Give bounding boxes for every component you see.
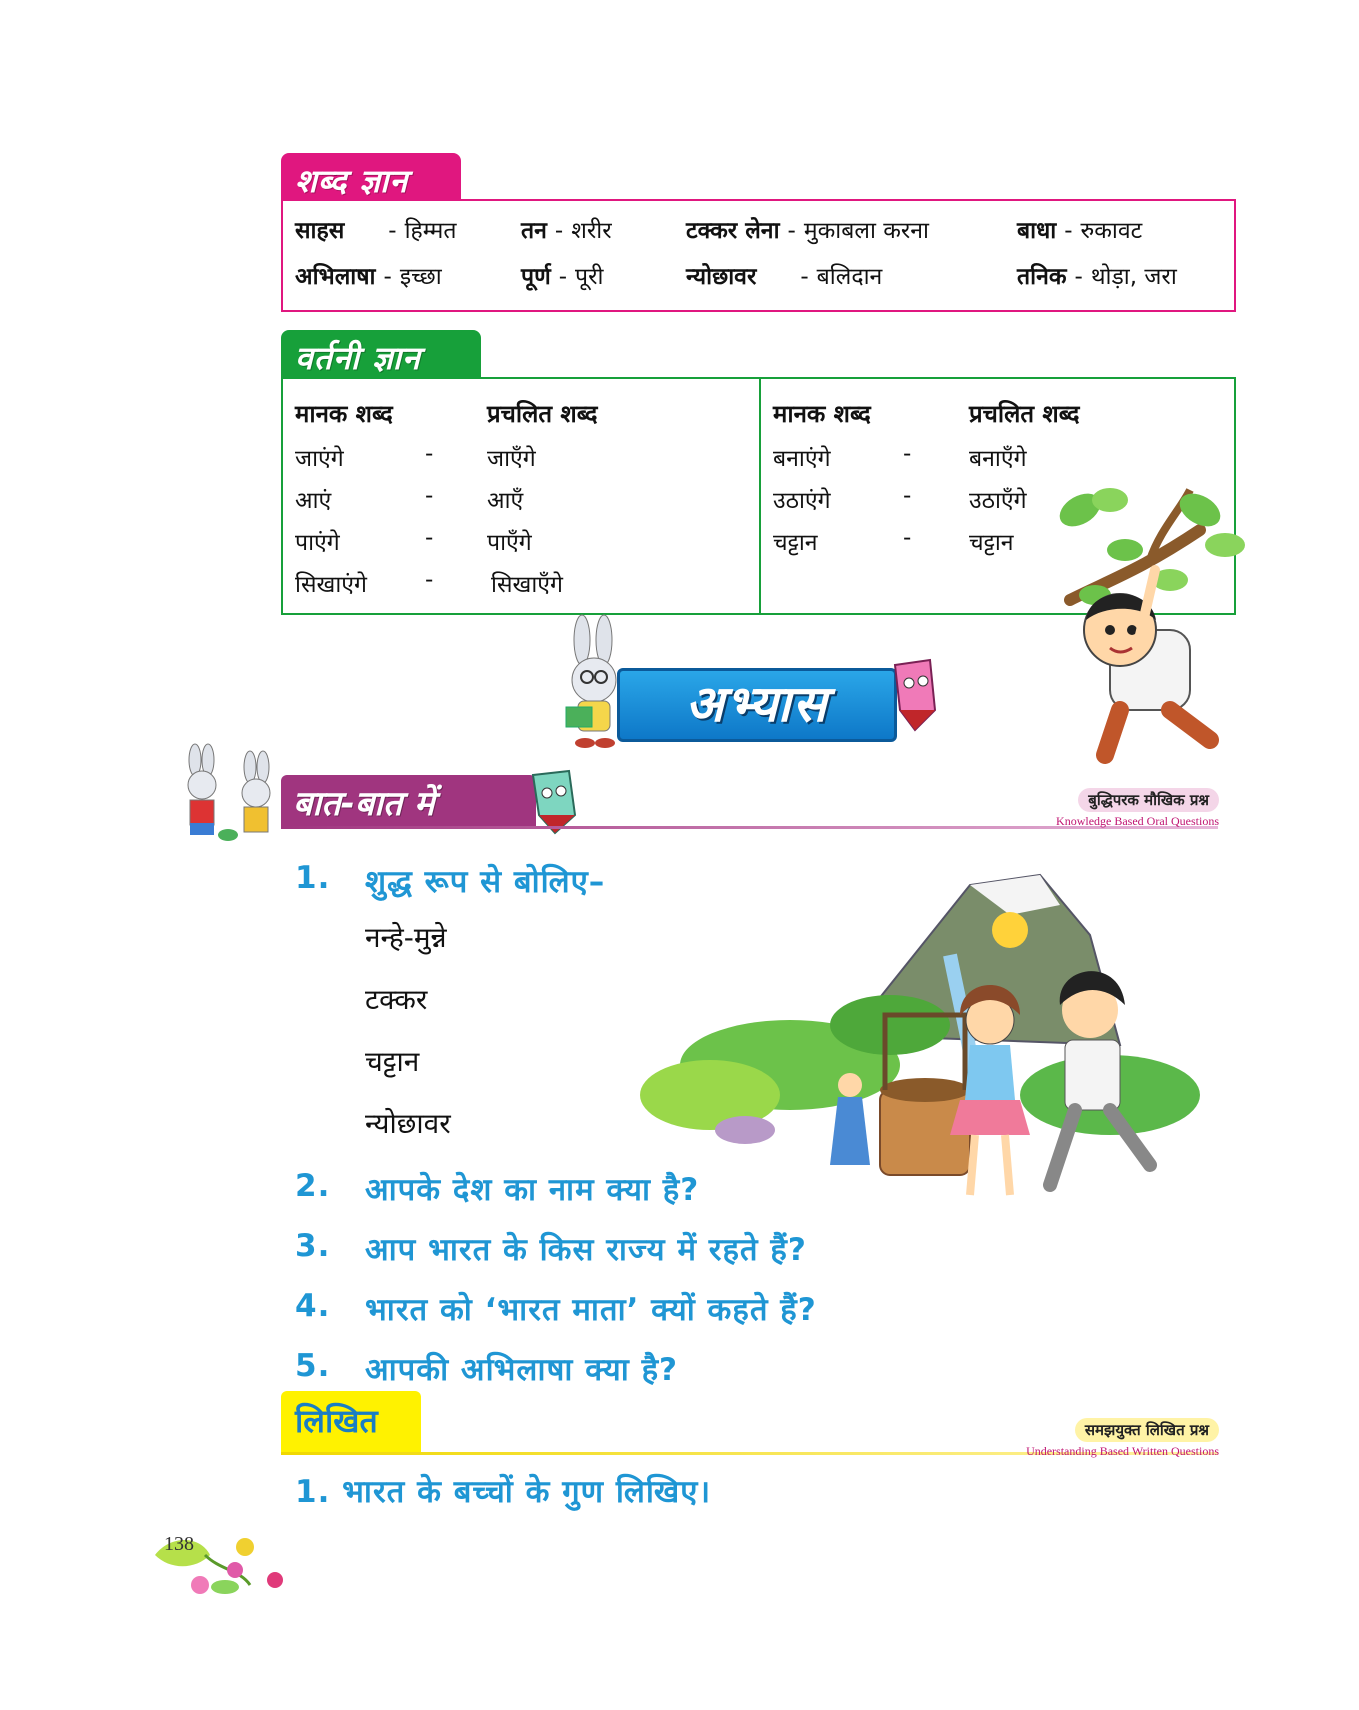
col-header-standard: मानक शब्द — [773, 400, 871, 428]
gloss-item: साहस - हिम्मत — [295, 218, 457, 244]
gloss-item: न्योछावर - बलिदान — [686, 264, 883, 290]
gloss-item: अभिलाषा - इच्छा — [295, 264, 442, 290]
pencil-mascot-icon — [885, 655, 945, 735]
gloss-row — [295, 259, 1222, 299]
boy-on-branch-illustration — [1050, 470, 1250, 770]
abhyas-banner: अभ्यास — [617, 668, 897, 742]
col-header-standard: मानक शब्द — [295, 400, 393, 428]
pronunciation-word: नन्हे-मुन्ने — [365, 921, 447, 954]
vartani-gyan-heading: वर्तनी ज्ञान — [281, 330, 481, 378]
page-number: 138 — [164, 1533, 194, 1555]
gloss-row — [295, 213, 1222, 253]
col-header-common: प्रचलित शब्द — [969, 400, 1080, 428]
gloss-item: तनिक - थोड़ा, जरा — [1017, 264, 1177, 290]
shabd-gyan-box — [281, 199, 1236, 312]
written-questions-tag — [1026, 1418, 1219, 1459]
written-tag-hindi: समझयुक्त लिखित प्रश्न — [1075, 1418, 1219, 1442]
rabbits-illustration — [170, 745, 285, 845]
gloss-item: बाधा - रुकावट — [1017, 218, 1143, 244]
pronunciation-word: न्योछावर — [365, 1107, 451, 1140]
oral-tag-hindi: बुद्धिपरक मौखिक प्रश्न — [1078, 788, 1219, 812]
column-divider — [759, 379, 761, 613]
vartani-gyan-box: मानक शब्द प्रचलित शब्द जाएंगे - जाएँगे आएं - आएँ पाएंगे - पाएँगे सिखाएंगे - सिखाएँगे मानक शब्द प्रचलित शब्द बनाएंगे - बनाएँगे उठाएंगे - उठाएँगे चट्टान - चट्टान — [281, 377, 1236, 615]
likhit-heading: लिखित — [281, 1391, 421, 1453]
baat-baat-heading: बात-बात में — [281, 775, 536, 827]
children-playing-illustration — [650, 845, 1250, 1235]
shabd-gyan-heading: शब्द ज्ञान — [281, 153, 461, 201]
written-question-1: 1. भारत के बच्चों के गुण लिखिए। — [295, 1474, 712, 1510]
col-header-common: प्रचलित शब्द — [487, 400, 598, 428]
pronunciation-word: चट्टान — [365, 1045, 420, 1078]
oral-questions-tag — [1056, 788, 1219, 829]
written-tag-english: Understanding Based Written Questions — [1026, 1444, 1219, 1458]
pronunciation-word: टक्कर — [365, 983, 428, 1016]
gloss-item: पूर्ण - पूरी — [521, 264, 604, 290]
oral-tag-english: Knowledge Based Oral Questions — [1056, 814, 1219, 828]
gloss-item: तन - शरीर — [521, 218, 612, 244]
gloss-item: टक्कर लेना - मुकाबला करना — [686, 218, 930, 244]
